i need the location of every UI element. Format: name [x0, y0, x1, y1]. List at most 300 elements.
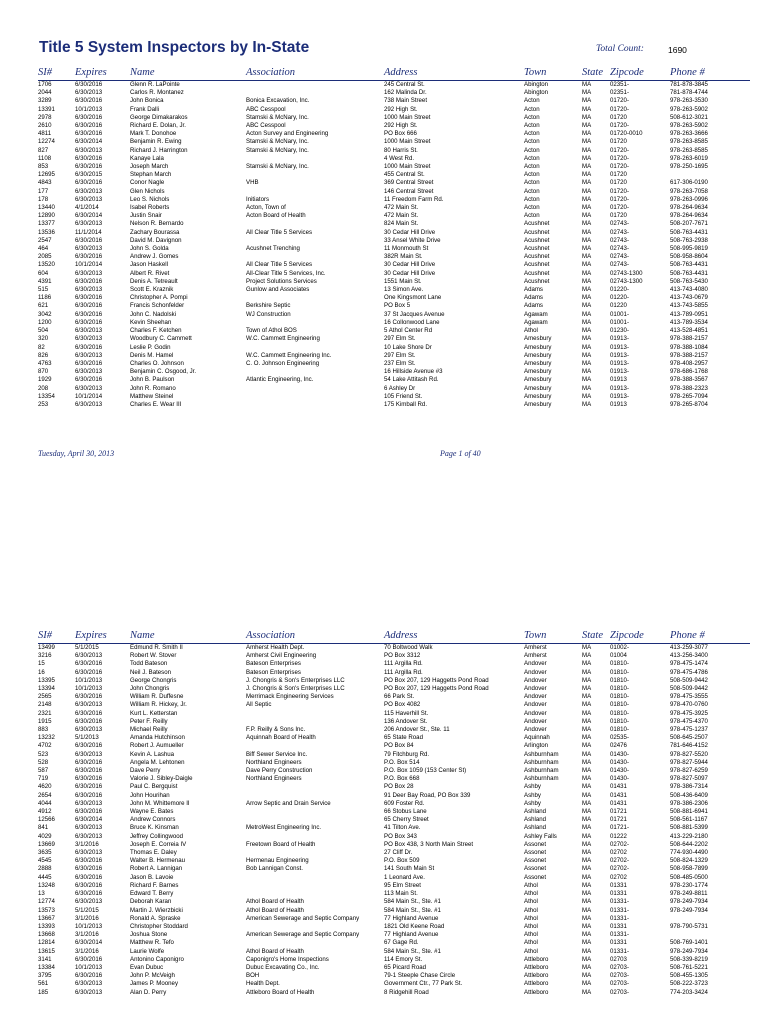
cell-state: MA [582, 890, 592, 898]
cell-phone: 978-265-7094 [670, 392, 708, 400]
cell-town: Abington [524, 81, 549, 88]
cell-expires: 6/30/2013 [75, 799, 103, 807]
cell-town: Amesbury [524, 343, 552, 351]
cell-town: Acushnet [524, 253, 550, 261]
cell-name: Richard J. Harrington [130, 146, 188, 154]
table-row [38, 311, 750, 319]
cell-name: John Hourihan [130, 791, 170, 799]
cell-si: 12695 [38, 171, 55, 179]
cell-zipcode: 01720 [610, 113, 627, 121]
cell-phone: 508-995-9819 [670, 245, 708, 253]
cell-name: Todd Bateson [130, 660, 168, 668]
cell-phone: 978-249-7934 [670, 947, 708, 955]
cell-address: 206 Andover St., Ste. 11 [384, 726, 450, 734]
cell-zipcode: 01431 [610, 799, 627, 807]
cell-si: 16 [38, 668, 45, 676]
cell-zipcode: 01810- [610, 701, 629, 709]
cell-si: 2321 [38, 709, 52, 717]
cell-expires: 6/30/2016 [75, 775, 103, 783]
cell-state: MA [582, 286, 592, 294]
cell-town: Arlington [524, 742, 549, 750]
cell-name: James P. Mooney [130, 980, 178, 988]
table-row [38, 907, 750, 915]
cell-name: Paul C. Bergquist [130, 783, 178, 791]
cell-state: MA [582, 384, 592, 392]
cell-state: MA [582, 359, 592, 367]
table-row [38, 775, 750, 783]
cell-si: 12890 [38, 212, 55, 220]
cell-expires: 6/30/2016 [75, 865, 103, 873]
cell-phone: 413-743-0679 [670, 294, 708, 302]
cell-state: MA [582, 742, 592, 750]
cell-address: 5 Athol Center Rd [384, 327, 433, 335]
cell-town: Athol [524, 898, 538, 906]
cell-phone: 978-408-2957 [670, 359, 708, 367]
cell-name: Jason Haskell [130, 261, 168, 269]
cell-si: 4044 [38, 799, 52, 807]
cell-town: Ashby [524, 783, 541, 791]
cell-si: 2044 [38, 89, 52, 97]
cell-association: Caponigro's Home Inspections [246, 955, 329, 963]
cell-zipcode: 01810- [610, 693, 629, 701]
cell-association: Stamski & McNary, Inc. [246, 163, 309, 171]
cell-association: Project Solutions Services [246, 277, 317, 285]
cell-association: Gunlow and Associates [246, 286, 310, 294]
cell-name: Joseph March [130, 163, 169, 171]
cell-town: Acushnet [524, 261, 550, 269]
cell-address: 738 Main Street [384, 97, 428, 105]
cell-address: 79 Fitchburg Rd. [384, 750, 430, 758]
cell-state: MA [582, 914, 592, 922]
cell-state: MA [582, 865, 592, 873]
cell-zipcode: 02703- [610, 988, 629, 996]
cell-town: Acton [524, 146, 540, 154]
table-row [38, 890, 750, 898]
cell-state: MA [582, 122, 592, 130]
cell-si: 13615 [38, 947, 55, 955]
cell-zipcode: 01720 [610, 179, 627, 187]
cell-address: 105 Friend St. [384, 392, 423, 400]
table-row [38, 278, 750, 286]
cell-zipcode: 01720- [610, 122, 629, 130]
cell-address: 8 Ridgehill Road [384, 988, 429, 996]
table-row [38, 882, 750, 890]
cell-si: 587 [38, 767, 49, 775]
cell-name: John Bonica [130, 97, 164, 105]
cell-expires: 5/1/2015 [75, 644, 99, 651]
cell-address: 33 Ansel White Drive [384, 236, 441, 244]
cell-expires: 6/30/2013 [75, 368, 103, 376]
cell-name: Nelson R. Bernardo [130, 220, 184, 228]
table-row [38, 677, 750, 685]
cell-expires: 6/30/2016 [75, 972, 103, 980]
cell-zipcode: 01720- [610, 146, 629, 154]
cell-name: John M. Whittemore II [130, 799, 190, 807]
cell-town: Athol [524, 327, 538, 335]
table-row [38, 964, 750, 972]
table-row [38, 319, 750, 327]
cell-zipcode: 02703 [610, 955, 627, 963]
cell-state: MA [582, 138, 592, 146]
cell-zipcode: 01331 [610, 890, 627, 898]
cell-zipcode: 01431 [610, 783, 627, 791]
cell-name: Joshua Stone [130, 931, 168, 939]
cell-phone: 508-958-7899 [670, 865, 708, 873]
cell-zipcode: 01720 [610, 212, 627, 220]
cell-name: Charles E. Wear III [130, 400, 182, 408]
cell-phone: 978-475-3555 [670, 693, 708, 701]
cell-zipcode: 02743- [610, 220, 629, 228]
cell-name: Albert R. Rivet [130, 269, 170, 277]
cell-name: Joseph E. Correia IV [130, 840, 187, 848]
cell-town: Athol [524, 931, 538, 939]
cell-state: MA [582, 179, 592, 187]
table-row [38, 360, 750, 368]
cell-si: 504 [38, 327, 49, 335]
cell-association: Initiators [246, 195, 270, 203]
cell-address: 297 Elm St. [384, 335, 416, 343]
cell-zipcode: 02702 [610, 873, 627, 881]
cell-zipcode: 01430- [610, 758, 629, 766]
table-row [38, 188, 750, 196]
cell-expires: 3/1/2016 [75, 840, 99, 848]
cell-name: Benjamin C. Osgood, Jr. [130, 368, 197, 376]
cell-state: MA [582, 734, 592, 742]
cell-state: MA [582, 392, 592, 400]
cell-name: Frank Dalli [130, 105, 160, 113]
cell-town: Acushnet [524, 236, 550, 244]
cell-name: Kurt L. Ketterstan [130, 709, 178, 717]
cell-phone: 978-827-5944 [670, 758, 708, 766]
cell-zipcode: 01721 [610, 808, 627, 816]
cell-expires: 6/30/2016 [75, 857, 103, 865]
table-row [38, 644, 750, 653]
cell-si: 4811 [38, 130, 52, 138]
cell-name: Conor Nagle [130, 179, 165, 187]
cell-phone: 978-386-7314 [670, 783, 708, 791]
cell-state: MA [582, 676, 592, 684]
cell-phone: 978-790-5731 [670, 922, 708, 930]
cell-town: Agawam [524, 318, 548, 326]
cell-town: Acton [524, 195, 540, 203]
cell-address: 6 Ashley Dr [384, 384, 416, 392]
cell-expires: 6/30/2016 [75, 808, 103, 816]
cell-si: 528 [38, 758, 49, 766]
cell-state: MA [582, 228, 592, 236]
cell-phone: 508-509-9442 [670, 676, 708, 684]
table-row [38, 792, 750, 800]
table-row [38, 652, 750, 660]
cell-state: MA [582, 939, 592, 947]
cell-si: 719 [38, 775, 49, 783]
cell-town: Andover [524, 717, 547, 725]
cell-name: David M. Davignon [130, 236, 182, 244]
cell-expires: 6/30/2013 [75, 351, 103, 359]
cell-expires: 6/30/2016 [75, 277, 103, 285]
cell-phone: 508-763-2938 [670, 236, 708, 244]
cell-address: 472 Main St. [384, 212, 419, 220]
cell-address: 584 Main St., Ste. #1 [384, 906, 441, 914]
cell-association [246, 155, 384, 163]
cell-expires: 6/30/2013 [75, 400, 103, 408]
cell-town: Agawam [524, 310, 548, 318]
cell-name: Richard F. Barnes [130, 881, 179, 889]
cell-association: ABC Cesspool [246, 105, 286, 113]
cell-town: Assonet [524, 865, 547, 873]
cell-phone [670, 915, 750, 923]
cell-association [246, 816, 384, 824]
table-row [38, 685, 750, 693]
table-row [38, 980, 750, 988]
cell-zipcode: 01720- [610, 204, 629, 212]
cell-expires: 6/30/2016 [75, 717, 103, 725]
cell-state: MA [582, 726, 592, 734]
cell-expires: 3/1/2016 [75, 947, 99, 955]
cell-state: MA [582, 849, 592, 857]
cell-state: MA [582, 767, 592, 775]
cell-association: Northland Engineers [246, 758, 302, 766]
cell-name: Benjamin R. Ewing [130, 138, 182, 146]
table-row [38, 759, 750, 767]
table-row [38, 849, 750, 857]
cell-phone: 508-761-5221 [670, 963, 708, 971]
cell-state: MA [582, 857, 592, 865]
cell-expires: 6/30/2016 [75, 179, 103, 187]
cell-name: Jason B. Lavoie [130, 873, 174, 881]
cell-si: 1706 [38, 81, 52, 88]
cell-si: 13354 [38, 392, 55, 400]
cell-phone: 508-881-5399 [670, 824, 708, 832]
cell-state: MA [582, 318, 592, 326]
footer-date: Tuesday, April 30, 2013 [38, 449, 115, 458]
cell-association [246, 188, 384, 196]
cell-phone: 978-475-1237 [670, 726, 708, 734]
table-row [38, 147, 750, 155]
cell-si: 3216 [38, 652, 52, 660]
cell-phone: 978-263-8585 [670, 138, 708, 146]
cell-si: 2888 [38, 865, 52, 873]
column-header-address: Address [384, 66, 524, 81]
cell-expires: 6/30/2015 [75, 171, 103, 179]
cell-address: 16 Collonwood Lane [384, 318, 440, 326]
cell-address: 77 Highland Avenue [384, 914, 439, 922]
cell-association: W.C. Cammett Engineering Inc. [246, 351, 332, 359]
cell-state: MA [582, 294, 592, 302]
cell-association: Acton Board of Health [246, 212, 306, 220]
cell-zipcode: 01913- [610, 384, 629, 392]
table-row [38, 327, 750, 335]
table-row [38, 270, 750, 278]
cell-expires: 6/30/2016 [75, 709, 103, 717]
cell-name: Francis Schonfelder [130, 302, 185, 310]
column-header-state: State [582, 629, 610, 644]
cell-association: All Clear Title 5 Services [246, 228, 313, 236]
cell-state: MA [582, 947, 592, 955]
cell-expires: 6/30/2013 [75, 988, 103, 996]
cell-town: Athol [524, 890, 538, 898]
cell-association: BOH [246, 972, 260, 980]
cell-association: Arrow Septic and Drain Service [246, 799, 331, 807]
cell-phone: 508-207-7671 [670, 220, 708, 228]
table-body-page-1 [38, 81, 750, 410]
cell-phone: 774-203-3424 [670, 988, 708, 996]
inspectors-table-page-1 [38, 66, 750, 409]
cell-si: 13499 [38, 644, 55, 651]
cell-si: 13669 [38, 840, 55, 848]
table-row [38, 204, 750, 212]
cell-association: Freetown Board of Health [246, 840, 316, 848]
cell-expires: 6/30/2014 [75, 939, 103, 947]
cell-address: 141 South Main St [384, 865, 435, 873]
cell-expires: 6/30/2013 [75, 384, 103, 392]
cell-phone: 978-388-2157 [670, 335, 708, 343]
table-row [38, 302, 750, 310]
cell-state: MA [582, 269, 592, 277]
table-row [38, 734, 750, 742]
cell-state: MA [582, 154, 592, 162]
cell-expires: 6/30/2013 [75, 726, 103, 734]
cell-si: 12814 [38, 939, 55, 947]
cell-zipcode: 02351- [610, 81, 629, 88]
cell-phone: 774-930-4490 [670, 849, 708, 857]
cell-name: Denis M. Hamel [130, 351, 174, 359]
table-row [38, 669, 750, 677]
table-row [38, 693, 750, 701]
cell-address: 66 Stobus Lane [384, 808, 427, 816]
cell-expires: 6/30/2016 [75, 767, 103, 775]
cell-state: MA [582, 660, 592, 668]
cell-state: MA [582, 709, 592, 717]
cell-phone: 413-229-2180 [670, 832, 708, 840]
cell-zipcode: 01720- [610, 154, 629, 162]
cell-expires: 6/30/2013 [75, 245, 103, 253]
cell-name: Matthew R. Tefo [130, 939, 174, 947]
cell-association: WJ Construction [246, 310, 291, 318]
cell-expires: 6/30/2016 [75, 359, 103, 367]
table-row [38, 874, 750, 882]
column-header-zipcode: Zipcode [610, 629, 670, 644]
table-row [38, 220, 750, 228]
cell-phone: 413-789-0951 [670, 310, 708, 318]
cell-association [246, 833, 384, 841]
cell-si: 464 [38, 245, 49, 253]
cell-zipcode: 01331- [610, 906, 629, 914]
cell-phone: 978-475-4786 [670, 668, 708, 676]
cell-zipcode: 01913- [610, 368, 629, 376]
cell-expires: 6/30/2016 [75, 130, 103, 138]
cell-zipcode: 01220- [610, 294, 629, 302]
cell-town: Attleboro [524, 988, 549, 996]
cell-zipcode: 01810- [610, 717, 629, 725]
table-row [38, 751, 750, 759]
cell-expires: 6/30/2016 [75, 343, 103, 351]
cell-association: Bonica Excavation, Inc. [246, 97, 310, 105]
cell-association: Bateson Enterprises [246, 668, 301, 676]
cell-association: W.C. Cammett Engineering [246, 335, 320, 343]
cell-state: MA [582, 963, 592, 971]
cell-expires: 10/1/2013 [75, 676, 103, 684]
cell-town: Ashburnham [524, 750, 559, 758]
cell-town: Acushnet [524, 245, 550, 253]
cell-town: Acton [524, 130, 540, 138]
cell-address: 65 State Road [384, 734, 423, 742]
cell-name: Scott E. Kraznik [130, 286, 174, 294]
cell-town: Acton [524, 122, 540, 130]
cell-state: MA [582, 261, 592, 269]
cell-name: Christopher Stoddard [130, 922, 188, 930]
cell-state: MA [582, 758, 592, 766]
cell-zipcode: 02743- [610, 236, 629, 244]
cell-state: MA [582, 97, 592, 105]
cell-phone: 508-881-6941 [670, 808, 708, 816]
cell-state: MA [582, 368, 592, 376]
cell-phone: 978-263-5902 [670, 105, 708, 113]
table-row [38, 171, 750, 179]
cell-state: MA [582, 898, 592, 906]
cell-zipcode: 01810- [610, 676, 629, 684]
table-row [38, 138, 750, 146]
cell-association [246, 710, 384, 718]
cell-town: Ashley Falls [524, 832, 557, 840]
cell-address: 115 Haverhill St. [384, 709, 429, 717]
table-row [38, 352, 750, 360]
cell-zipcode: 01720- [610, 195, 629, 203]
cell-state: MA [582, 253, 592, 261]
cell-expires: 6/30/2013 [75, 195, 103, 203]
cell-zipcode: 01002- [610, 644, 629, 651]
cell-si: 841 [38, 824, 49, 832]
cell-si: 2085 [38, 253, 52, 261]
cell-si: 870 [38, 368, 49, 376]
cell-association [246, 89, 384, 97]
cell-si: 13248 [38, 881, 55, 889]
cell-name: John P. McVeigh [130, 972, 175, 980]
cell-expires: 6/30/2013 [75, 89, 103, 97]
cell-address: 382R Main St. [384, 253, 423, 261]
cell-state: MA [582, 980, 592, 988]
cell-address: 13 Simon Ave. [384, 286, 424, 294]
cell-phone: 978-264-9634 [670, 212, 708, 220]
cell-name: Andrew Connors [130, 816, 176, 824]
cell-address: 16 Hillside Avenue #3 [384, 368, 443, 376]
cell-si: 621 [38, 302, 49, 310]
cell-expires: 6/30/2013 [75, 980, 103, 988]
cell-si: 4912 [38, 808, 52, 816]
cell-phone: 978-388-2323 [670, 384, 708, 392]
cell-name: Charles F. Ketchen [130, 327, 182, 335]
cell-zipcode: 01913- [610, 351, 629, 359]
cell-phone: 508-958-8604 [670, 253, 708, 261]
cell-expires: 6/30/2013 [75, 220, 103, 228]
cell-state: MA [582, 972, 592, 980]
table-row [38, 229, 750, 237]
cell-town: Acton [524, 163, 540, 171]
table-row [38, 865, 750, 873]
cell-name: Kevin Sheehan [130, 318, 172, 326]
cell-state: MA [582, 799, 592, 807]
cell-si: 604 [38, 269, 49, 277]
cell-phone: 978-265-8704 [670, 400, 708, 408]
cell-association: American Sewerage and Septic Company [246, 914, 360, 922]
cell-state: MA [582, 652, 592, 660]
cell-si: 2148 [38, 701, 52, 709]
cell-town: Acton [524, 138, 540, 146]
cell-name: John Chongris [130, 685, 170, 693]
cell-phone [670, 931, 750, 939]
cell-zipcode: 02702- [610, 840, 629, 848]
cell-name: Martin J. Wierzbicki [130, 906, 183, 914]
cell-association: F.P. Reilly & Sons Inc. [246, 726, 306, 734]
